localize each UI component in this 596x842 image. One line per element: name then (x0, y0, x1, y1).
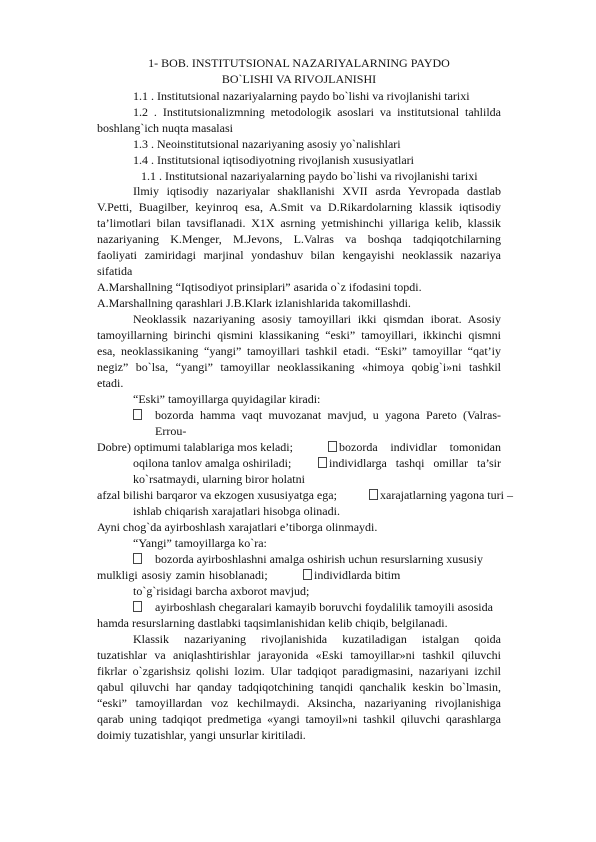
toc-item-1-2: 1.2 . Institutsionalizmning metodologik asoslari va institutsional tahlilda (133, 105, 501, 119)
new-principle-line: bozorda ayirboshlashni amalga oshirish uchun resurslarning xususiy (155, 552, 483, 566)
para2-line: tamoyillarning birinchi qismini klassikaning “eski” tamoyillari, ikkinchi qismni (97, 328, 501, 342)
new-principles-intro: “Yangi” tamoyillarga ko`ra: (133, 536, 267, 550)
old-principle-line: bozorda individlar tomonidan (339, 440, 501, 454)
old-principle-line: ishlab chiqarish xarajatlari hisobga olinadi. (133, 504, 340, 518)
para2-line: negiz” bo`lsa, “yangi” tamoyillar neoklassikaning «himoya qobig`i»ni tashkil (97, 360, 501, 374)
para3-line: tuzatishlar va aniqlashtirishlar jarayonida «Eski tamoyillar»ni tashkil qiluvchi (97, 648, 501, 662)
new-principle-line: hamda resurslarning dastlabki taqsimlanishidan kelib chiqib, belgilanadi. (97, 616, 448, 630)
bullet-box-icon (133, 600, 144, 615)
toc-item-1-2-cont: boshlang`ich nuqta masalasi (97, 121, 233, 135)
new-principle-line: to`g`risidagi barcha axborot mavjud; (133, 584, 310, 598)
para3-line: qabul qiluvchi har qanday tadqiqotchining tanqidi qanchalik keskin bo`lmasin, (97, 680, 501, 694)
old-principle-line: individlarga tashqi omillar ta’sir (329, 456, 501, 470)
para2-line: etadi. (97, 376, 124, 390)
para1-line: A.Marshallning “Iqtisodiyot prinsiplari” asarida o`z ifodasini topdi. (97, 280, 422, 294)
para1-line: V.Petti, Buagilber, keyinroq esa, A.Smit va D.Rikardolarning klassik iqtisodiy (97, 200, 501, 214)
para1-line: nazariyaning K.Menger, M.Jevons, L.Valras va boshqa tadqiqotchilarning (97, 232, 501, 246)
bullet-box-icon (318, 456, 329, 471)
old-principle-line: Ayni chog`da ayirboshlash xarajatlari e’tiborga olinmaydi. (97, 520, 378, 534)
old-principle-line: Dobre) optimumi talablariga mos keladi; (97, 440, 293, 454)
bullet-box-icon (133, 552, 144, 567)
chapter-title-line2: BO`LISHI VA RIVOJLANISHI (221, 72, 377, 86)
para1-line: ta’limotlari bilan tavsiflanadi. X1X asrning yetmishinchi yillariga kelib, klassik (97, 216, 501, 230)
new-principle-line: ayirboshlash chegaralari kamayib boruvchi foydalilik tamoyili asosida (155, 600, 493, 614)
para2-line: esa, neoklassikaning “yangi” tamoyillari tashkil etadi. “Eski” tamoyillar “qat’iy (97, 344, 501, 358)
section-title: 1.1 . Institutsional nazariyalarning paydo bo`lishi va rivojlanishi tarixi (141, 169, 478, 183)
para3-line: doimiy tuzatishlar, yangi unsurlar kiritiladi. (97, 728, 306, 742)
old-principle-line: oqilona tanlov amalga oshiriladi; (133, 456, 292, 470)
para1-line: sifatida (97, 264, 133, 278)
bullet-box-icon (303, 568, 314, 583)
toc-item-1-3: 1.3 . Neoinstitutsional nazariyaning asosiy yo`nalishlari (133, 137, 401, 151)
para3-line: “eski” tamoyillardan voz kechilmaydi. Aksincha, nazariyaning rivojlanishiga (97, 696, 501, 710)
toc-item-1-4: 1.4 . Institutsional iqtisodiyotning rivojlanish xususiyatlari (133, 153, 414, 167)
new-principle-line: mulkligi asosiy zamin hisoblanadi; (97, 568, 268, 582)
old-principle-line: afzal bilishi barqaror va ekzogen xususiyatga ega; (97, 488, 337, 502)
para3-line: qarab uning tadqiqot predmetiga «yangi tamoyil»ni tashkil qiluvchi qarashlarga (97, 712, 501, 726)
para1-line: Ilmiy iqtisodiy nazariyalar shakllanishi XVII asrda Yevropada dastlab (133, 184, 501, 198)
para3-line: Klassik nazariyaning rivojlanishida kuzatiladigan istalgan qoida (133, 632, 501, 646)
new-principle-line: individlarda bitim (314, 568, 401, 582)
bullet-box-icon (369, 488, 380, 503)
para3-line: fikrlar o`zgarishsiz qolishi lozim. Ular tadqiqot paradigmasini, nazariyani izchil (97, 664, 501, 678)
para1-line: faoliyati zamiridagi marjinal yondashuv bilan kengayishi neoklassik nazariya (97, 248, 501, 262)
bullet-box-icon (328, 440, 339, 455)
toc-item-1-1: 1.1 . Institutsional nazariyalarning paydo bo`lishi va rivojlanishi tarixi (133, 89, 470, 103)
old-principles-intro: “Eski” tamoyillarga quyidagilar kiradi: (133, 392, 321, 406)
old-principle-line: bozorda hamma vaqt muvozanat mavjud, u yagona Pareto (Valras- (155, 408, 501, 422)
old-principle-line: Errou- (155, 424, 187, 438)
old-principle-line: xarajatlarning yagona turi – (380, 488, 513, 502)
para1-line: A.Marshallning qarashlari J.B.Klark izlanishlarida takomillashdi. (97, 296, 411, 310)
para2-line: Neoklassik nazariyaning asosiy tamoyillari ikki qismdan iborat. Asosiy (133, 312, 501, 326)
chapter-title-line1: 1- BOB. INSTITUTSIONAL NAZARIYALARNING PAYDO (148, 56, 450, 70)
bullet-box-icon (133, 408, 144, 423)
old-principle-line: ko`rsatmaydi, ularning biror holatni (133, 472, 305, 486)
